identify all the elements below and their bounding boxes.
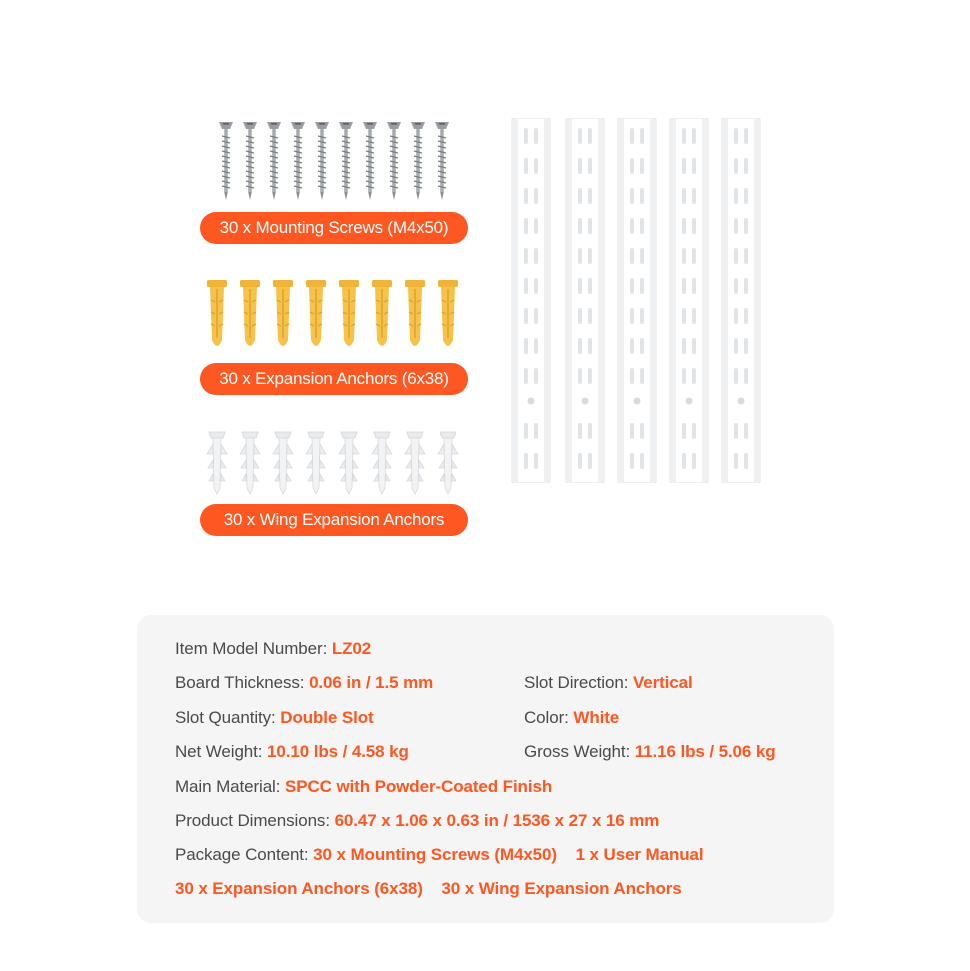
screws-group: [214, 122, 454, 202]
wing-anchors-label: 30 x Wing Expansion Anchors: [200, 504, 468, 536]
spec-model-number: [175, 639, 371, 659]
screw-icon: [363, 122, 377, 200]
wing-anchor-icon: [405, 432, 425, 494]
spec-slot-direction: [524, 673, 693, 693]
spec-label: Item Model Number:: [175, 639, 328, 658]
screw-icon: [411, 122, 425, 200]
spec-value: 10.10 lbs / 4.58 kg: [267, 742, 409, 761]
package-item: 30 x Expansion Anchors (6x38): [175, 879, 423, 898]
screw-icon: [387, 122, 401, 200]
shelf-rail-icon: [566, 118, 604, 483]
expansion-anchor-icon: [306, 280, 326, 346]
expansion-anchor-icon: [438, 280, 458, 346]
spec-product-dimensions: [175, 811, 659, 831]
spec-package-content-continued: [175, 879, 682, 899]
spec-slot-quantity: [175, 708, 374, 728]
expansion-anchor-icon: [207, 280, 227, 346]
wing-anchor-icon: [438, 432, 458, 494]
spec-label: Package Content:: [175, 845, 309, 864]
spec-value: LZ02: [331, 639, 372, 658]
wing-anchor-icon: [273, 432, 293, 494]
screw-icon: [435, 122, 449, 200]
screws-label: 30 x Mounting Screws (M4x50): [200, 212, 468, 244]
spec-label: Slot Direction:: [524, 673, 629, 692]
specifications-panel: [137, 615, 834, 923]
shelf-rails-group: [510, 118, 766, 483]
spec-board-thickness: [175, 673, 433, 693]
expansion-anchors-group: [204, 280, 468, 354]
spec-label: Product Dimensions:: [175, 811, 330, 830]
spec-value: White: [573, 708, 620, 727]
package-item: 1 x User Manual: [575, 845, 704, 864]
wing-anchor-icon: [306, 432, 326, 494]
shelf-rail-icon: [670, 118, 708, 483]
spec-label: Board Thickness:: [175, 673, 305, 692]
package-item: 30 x Mounting Screws (M4x50): [313, 845, 557, 864]
wing-anchors-group: [204, 430, 468, 496]
expansion-anchor-icon: [339, 280, 359, 346]
expansion-anchor-icon: [273, 280, 293, 346]
spec-label: Net Weight:: [175, 742, 263, 761]
spec-value: 11.16 lbs / 5.06 kg: [634, 742, 776, 761]
spec-net-weight: [175, 742, 409, 762]
spec-label: Gross Weight:: [524, 742, 631, 761]
wing-anchor-icon: [372, 432, 392, 494]
expansion-anchors-label: 30 x Expansion Anchors (6x38): [200, 363, 468, 395]
shelf-rail-icon: [512, 118, 550, 483]
spec-value: Vertical: [632, 673, 693, 692]
spec-color: [524, 708, 619, 728]
spec-value: Double Slot: [280, 708, 374, 727]
expansion-anchor-icon: [240, 280, 260, 346]
shelf-rail-icon: [722, 118, 760, 483]
spec-value: 60.47 x 1.06 x 0.63 in / 1536 x 27 x 16 mm: [334, 811, 660, 830]
expansion-anchor-icon: [405, 280, 425, 346]
spec-package-content: [175, 845, 704, 865]
spec-gross-weight: [524, 742, 776, 762]
screw-icon: [339, 122, 353, 200]
spec-label: Slot Quantity:: [175, 708, 276, 727]
expansion-anchor-icon: [372, 280, 392, 346]
spec-value: SPCC with Powder-Coated Finish: [284, 777, 553, 796]
spec-label: Color:: [524, 708, 569, 727]
shelf-rail-icon: [618, 118, 656, 483]
screw-icon: [291, 122, 305, 200]
wing-anchor-icon: [207, 432, 227, 494]
wing-anchor-icon: [240, 432, 260, 494]
package-item: 30 x Wing Expansion Anchors: [441, 879, 682, 898]
spec-label: Main Material:: [175, 777, 281, 796]
wing-anchor-icon: [339, 432, 359, 494]
spec-main-material: [175, 777, 552, 797]
screw-icon: [267, 122, 281, 200]
screw-icon: [315, 122, 329, 200]
screw-icon: [219, 122, 233, 200]
screw-icon: [243, 122, 257, 200]
spec-value: 0.06 in / 1.5 mm: [309, 673, 434, 692]
